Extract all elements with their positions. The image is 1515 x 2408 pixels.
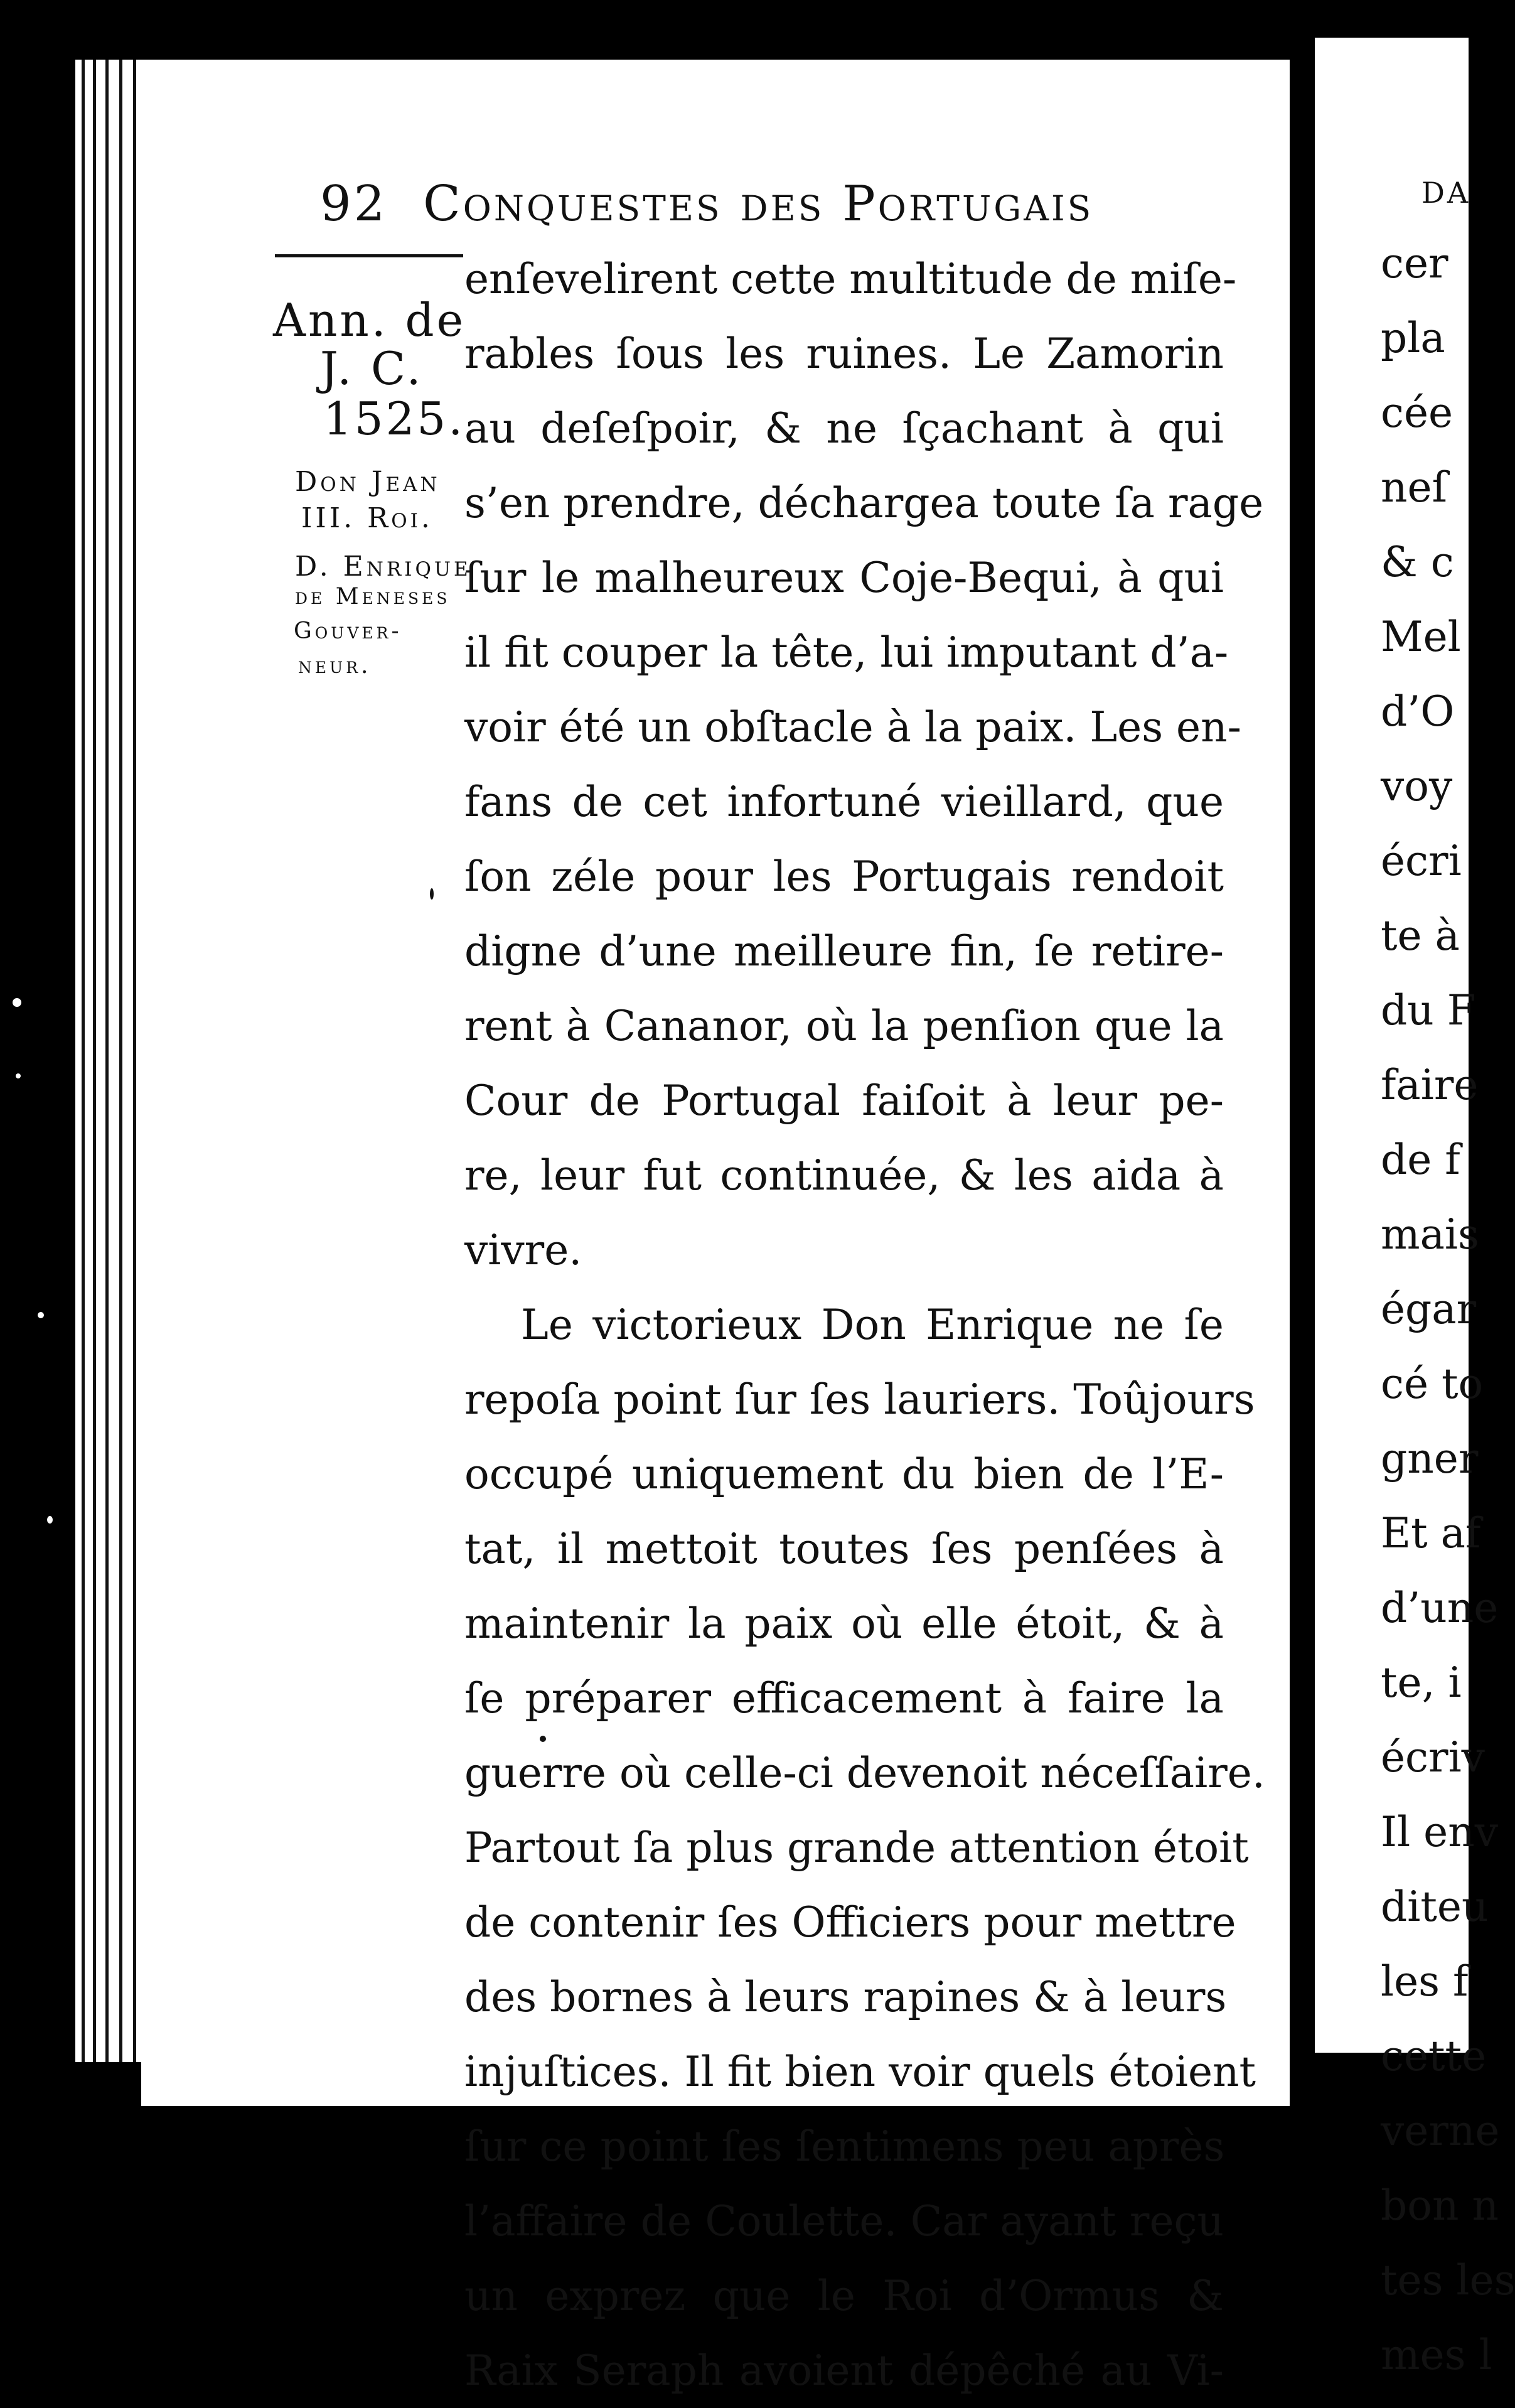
text-line: des bornes à leurs rapines & à leurs [464, 1973, 1227, 2021]
text-line: injuſtices. Il fit bien voir quels étoient [464, 2048, 1256, 2096]
text-line: fans de cet infortuné vieillard, que [464, 778, 1224, 826]
margin-note-king-1: Don Jean [295, 466, 441, 498]
right-running-head: DA [1421, 176, 1471, 210]
right-text-line: verne [1381, 2107, 1500, 2155]
right-text-line: égar [1381, 1285, 1477, 1333]
right-text-line: bon n [1381, 2181, 1499, 2230]
text-line: re, leur fut continuée, & les aida à [464, 1151, 1224, 1200]
scan-speck [38, 1312, 44, 1318]
right-text-line: gner [1381, 1434, 1479, 1483]
right-page-text [1381, 226, 1515, 2392]
text-line: ſur le malheureux Coje-Bequi, à qui [464, 554, 1224, 602]
right-text-line: tes les [1381, 2256, 1515, 2304]
right-text-line: & c [1381, 538, 1454, 586]
text-line: ſur ce point ſes ſentimens peu après [464, 2122, 1225, 2171]
right-text-line: du F [1381, 986, 1476, 1035]
text-line: Partout ſa plus grande attention étoit [464, 1824, 1249, 1872]
text-line: de contenir ſes Officiers pour mettre [464, 1898, 1236, 1947]
right-text-line: cé to [1381, 1360, 1484, 1408]
margin-note-era: Ann. de [273, 294, 466, 347]
text-line: guerre où celle-ci devenoit néceſſaire. [464, 1749, 1265, 1797]
text-line: voir été un obſtacle à la paix. Les en- [464, 703, 1241, 751]
text-line: digne d’une meilleure fin, ſe retire- [464, 927, 1224, 976]
text-line: Cour de Portugal faiſoit à leur pe- [464, 1077, 1224, 1125]
text-line: tat, il mettoit toutes ſes penſées à [464, 1525, 1224, 1573]
right-text-line: faire [1381, 1061, 1479, 1109]
scan-speck [430, 888, 434, 900]
running-head [320, 176, 1199, 245]
margin-note-governor-2: de Meneses [295, 584, 451, 610]
right-text-line: écriv [1381, 1733, 1485, 1782]
margin-note-governor-4: neur. [298, 653, 372, 679]
text-line: Raix Seraph avoient dépêché au Vi- [464, 2346, 1224, 2395]
scan-speck [540, 1736, 546, 1742]
text-line: maintenir la paix où elle étoit, & à [464, 1599, 1224, 1648]
margin-rule [275, 254, 463, 257]
text-line: vivre. [464, 1226, 582, 1274]
text-line: l’affaire de Coulette. Car ayant reçu [464, 2197, 1224, 2245]
body-text [464, 242, 1265, 2408]
right-text-line: mes l [1381, 2331, 1492, 2379]
text-line: repoſa point ſur ſes lauriers. Toûjours [464, 1375, 1255, 1424]
right-text-line: cette [1381, 2032, 1487, 2080]
page-number: 92 [320, 176, 388, 232]
right-text-line: neſ [1381, 463, 1447, 512]
right-text-line: Il env [1381, 1808, 1499, 1856]
text-line: rables ſous les ruines. Le Zamorin [464, 330, 1224, 378]
margin-note-governor-3: Gouver- [294, 618, 402, 644]
text-line: au deſeſpoir, & ne ſçachant à qui [464, 404, 1224, 453]
running-head-title: Conquestes des Portugais [423, 176, 1094, 232]
text-line: s’en prendre, déchargea toute ſa rage [464, 479, 1264, 527]
margin-note-king-2: III. Roi. [301, 502, 433, 534]
right-text-line: de f [1381, 1136, 1460, 1184]
right-text-line: écri [1381, 837, 1462, 885]
margin-note-governor-1: D. Enrique [295, 551, 471, 583]
right-text-line: d’une [1381, 1584, 1499, 1632]
text-line: il fit couper la tête, lui imputant d’a- [464, 628, 1229, 677]
right-text-line: d’O [1381, 687, 1455, 736]
scan-speck [16, 1073, 21, 1078]
text-line: un exprez que le Roi d’Ormus & [464, 2272, 1224, 2320]
scan-speck [13, 998, 21, 1007]
right-text-line: Et af [1381, 1509, 1481, 1557]
text-line: enſevelirent cette multitude de miſe- [464, 255, 1237, 303]
right-text-line: voy [1381, 762, 1453, 810]
text-line: Le victorieux Don Enrique ne ſe [521, 1301, 1224, 1349]
right-text-line: mais [1381, 1210, 1479, 1259]
right-text-line: Mel [1381, 613, 1461, 661]
right-text-line: cée [1381, 389, 1453, 437]
scan-speck [47, 1516, 53, 1524]
right-text-line: te, i [1381, 1658, 1462, 1707]
right-text-line: pla [1381, 314, 1445, 362]
text-line: ſe préparer efficacement à faire la [464, 1674, 1224, 1723]
margin-note-era-2: J. C. [320, 342, 424, 395]
text-line: rent à Cananor, où la penſion que la [464, 1002, 1224, 1050]
right-text-line: les f [1381, 1957, 1469, 2006]
right-text-line: diteu [1381, 1883, 1489, 1931]
right-text-line: cer [1381, 239, 1448, 288]
right-text-line: te à [1381, 911, 1460, 960]
book-binding-edge [75, 60, 144, 2062]
text-line: ſon zéle pour les Portugais rendoit [464, 852, 1224, 901]
margin-note-year: 1525. [323, 392, 466, 445]
text-line: occupé uniquement du bien de l’E- [464, 1450, 1224, 1498]
